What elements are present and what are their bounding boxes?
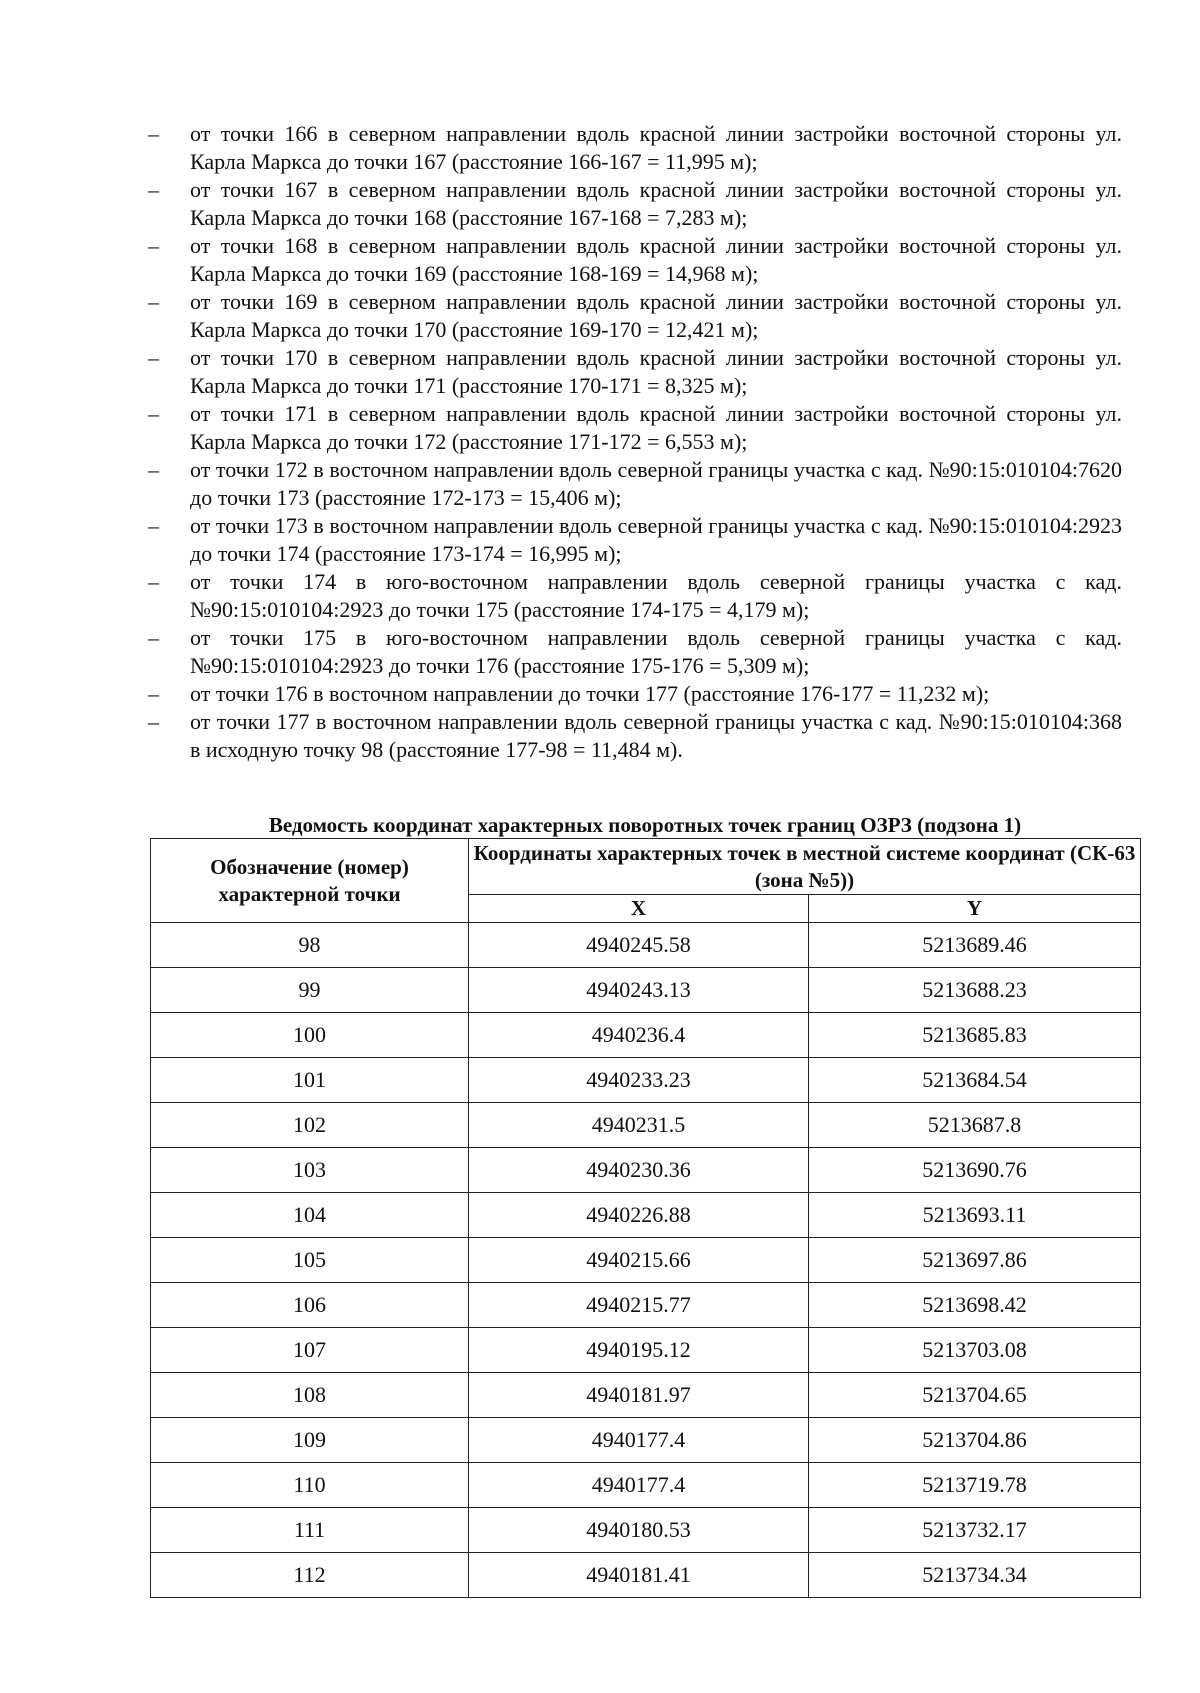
list-dash: – <box>148 709 159 734</box>
cell-point: 105 <box>151 1238 469 1283</box>
cell-y: 5213698.42 <box>809 1283 1141 1328</box>
cell-y: 5213687.8 <box>809 1103 1141 1148</box>
table-row <box>151 1463 1141 1508</box>
table-row <box>151 923 1141 968</box>
table-caption: Ведомость координат характерных поворотных точек границ ОЗРЗ (подзона 1) <box>268 813 1022 837</box>
cell-y: 5213704.86 <box>809 1418 1141 1463</box>
list-item <box>148 456 1122 512</box>
list-item <box>148 512 1122 568</box>
list-item-text: от точки 172 в восточном направлении вдоль северной границы участка с кад. №90:15:010104:7620 до точки 173 (расстояние 172-173 = 15,406 м); <box>190 457 1122 510</box>
header-y: Y <box>809 895 1141 923</box>
list-dash: – <box>148 289 159 314</box>
cell-point: 102 <box>151 1103 469 1148</box>
cell-y: 5213693.11 <box>809 1193 1141 1238</box>
cell-x: 4940226.88 <box>469 1193 809 1238</box>
cell-point: 98 <box>151 923 469 968</box>
table-row <box>151 1283 1141 1328</box>
cell-point: 103 <box>151 1148 469 1193</box>
cell-x: 4940195.12 <box>469 1328 809 1373</box>
list-dash: – <box>148 121 159 146</box>
cell-point: 99 <box>151 968 469 1013</box>
cell-y: 5213732.17 <box>809 1508 1141 1553</box>
list-item-text: от точки 175 в юго-восточном направлении вдоль северной границы участка с кад. №90:15:010104:2923 до точки 176 (расстояние 175-176 = 5,309 м); <box>190 625 1122 678</box>
boundary-description-list <box>148 120 1122 764</box>
header-x: X <box>469 895 809 923</box>
cell-x: 4940180.53 <box>469 1508 809 1553</box>
cell-x: 4940233.23 <box>469 1058 809 1103</box>
cell-point: 111 <box>151 1508 469 1553</box>
cell-point: 107 <box>151 1328 469 1373</box>
list-item-text: от точки 169 в северном направлении вдоль красной линии застройки восточной стороны ул. Карла Маркса до точки 170 (расстояние 169-170 = 12,421 м); <box>190 289 1122 342</box>
list-item <box>148 344 1122 400</box>
header-coordinates: Координаты характерных точек в местной системе координат (СК-63 (зона №5)) <box>469 839 1141 895</box>
list-item-text: от точки 176 в восточном направлении до точки 177 (расстояние 176-177 = 11,232 м); <box>190 681 990 706</box>
list-dash: – <box>148 345 159 370</box>
cell-point: 106 <box>151 1283 469 1328</box>
table-row <box>151 1148 1141 1193</box>
cell-y: 5213734.34 <box>809 1553 1141 1598</box>
cell-y: 5213685.83 <box>809 1013 1141 1058</box>
header-point-number: Обозначение (номер) характерной точки <box>151 839 469 923</box>
cell-x: 4940245.58 <box>469 923 809 968</box>
cell-y: 5213689.46 <box>809 923 1141 968</box>
cell-y: 5213703.08 <box>809 1328 1141 1373</box>
list-dash: – <box>148 569 159 594</box>
list-dash: – <box>148 233 159 258</box>
list-item-text: от точки 171 в северном направлении вдоль красной линии застройки восточной стороны ул. Карла Маркса до точки 172 (расстояние 171-172 = 6,553 м); <box>190 401 1122 454</box>
table-row <box>151 1328 1141 1373</box>
cell-y: 5213690.76 <box>809 1148 1141 1193</box>
table-row <box>151 1508 1141 1553</box>
cell-x: 4940215.77 <box>469 1283 809 1328</box>
list-item-text: от точки 166 в северном направлении вдоль красной линии застройки восточной стороны ул. Карла Маркса до точки 167 (расстояние 166-167 = 11,995 м); <box>190 121 1122 174</box>
list-item-text: от точки 167 в северном направлении вдоль красной линии застройки восточной стороны ул. Карла Маркса до точки 168 (расстояние 167-168 = 7,283 м); <box>190 177 1122 230</box>
cell-point: 110 <box>151 1463 469 1508</box>
list-item <box>148 176 1122 232</box>
list-item-text: от точки 177 в восточном направлении вдоль северной границы участка с кад. №90:15:010104:368 в исходную точку 98 (расстояние 177-98 = 11,484 м). <box>190 709 1122 762</box>
cell-x: 4940177.4 <box>469 1463 809 1508</box>
table-row <box>151 1238 1141 1283</box>
cell-y: 5213684.54 <box>809 1058 1141 1103</box>
table-row <box>151 1418 1141 1463</box>
list-dash: – <box>148 457 159 482</box>
cell-point: 112 <box>151 1553 469 1598</box>
table-row <box>151 1058 1141 1103</box>
list-item <box>148 624 1122 680</box>
list-item <box>148 288 1122 344</box>
cell-y: 5213719.78 <box>809 1463 1141 1508</box>
list-item-text: от точки 173 в восточном направлении вдоль северной границы участка с кад. №90:15:010104:2923 до точки 174 (расстояние 173-174 = 16,995 м); <box>190 513 1122 566</box>
coordinates-table <box>150 838 1141 1598</box>
list-dash: – <box>148 401 159 426</box>
list-item <box>148 400 1122 456</box>
cell-x: 4940181.97 <box>469 1373 809 1418</box>
list-dash: – <box>148 513 159 538</box>
table-row <box>151 968 1141 1013</box>
list-item <box>148 708 1122 764</box>
cell-y: 5213704.65 <box>809 1373 1141 1418</box>
table-row <box>151 1103 1141 1148</box>
table-row <box>151 1373 1141 1418</box>
list-item-text: от точки 174 в юго-восточном направлении вдоль северной границы участка с кад. №90:15:010104:2923 до точки 175 (расстояние 174-175 = 4,179 м); <box>190 569 1122 622</box>
list-item <box>148 232 1122 288</box>
list-dash: – <box>148 177 159 202</box>
list-dash: – <box>148 681 159 706</box>
cell-x: 4940230.36 <box>469 1148 809 1193</box>
list-item <box>148 120 1122 176</box>
list-item-text: от точки 170 в северном направлении вдоль красной линии застройки восточной стороны ул. Карла Маркса до точки 171 (расстояние 170-171 = 8,325 м); <box>190 345 1122 398</box>
table-row <box>151 1193 1141 1238</box>
cell-x: 4940215.66 <box>469 1238 809 1283</box>
cell-x: 4940243.13 <box>469 968 809 1013</box>
table-row <box>151 1013 1141 1058</box>
list-item <box>148 680 1122 708</box>
cell-y: 5213688.23 <box>809 968 1141 1013</box>
cell-point: 100 <box>151 1013 469 1058</box>
list-item-text: от точки 168 в северном направлении вдоль красной линии застройки восточной стороны ул. Карла Маркса до точки 169 (расстояние 168-169 = 14,968 м); <box>190 233 1122 286</box>
table-row <box>151 1553 1141 1598</box>
cell-point: 101 <box>151 1058 469 1103</box>
cell-x: 4940177.4 <box>469 1418 809 1463</box>
list-item <box>148 568 1122 624</box>
cell-y: 5213697.86 <box>809 1238 1141 1283</box>
cell-x: 4940236.4 <box>469 1013 809 1058</box>
list-dash: – <box>148 625 159 650</box>
cell-point: 108 <box>151 1373 469 1418</box>
cell-point: 104 <box>151 1193 469 1238</box>
cell-x: 4940181.41 <box>469 1553 809 1598</box>
cell-x: 4940231.5 <box>469 1103 809 1148</box>
cell-point: 109 <box>151 1418 469 1463</box>
